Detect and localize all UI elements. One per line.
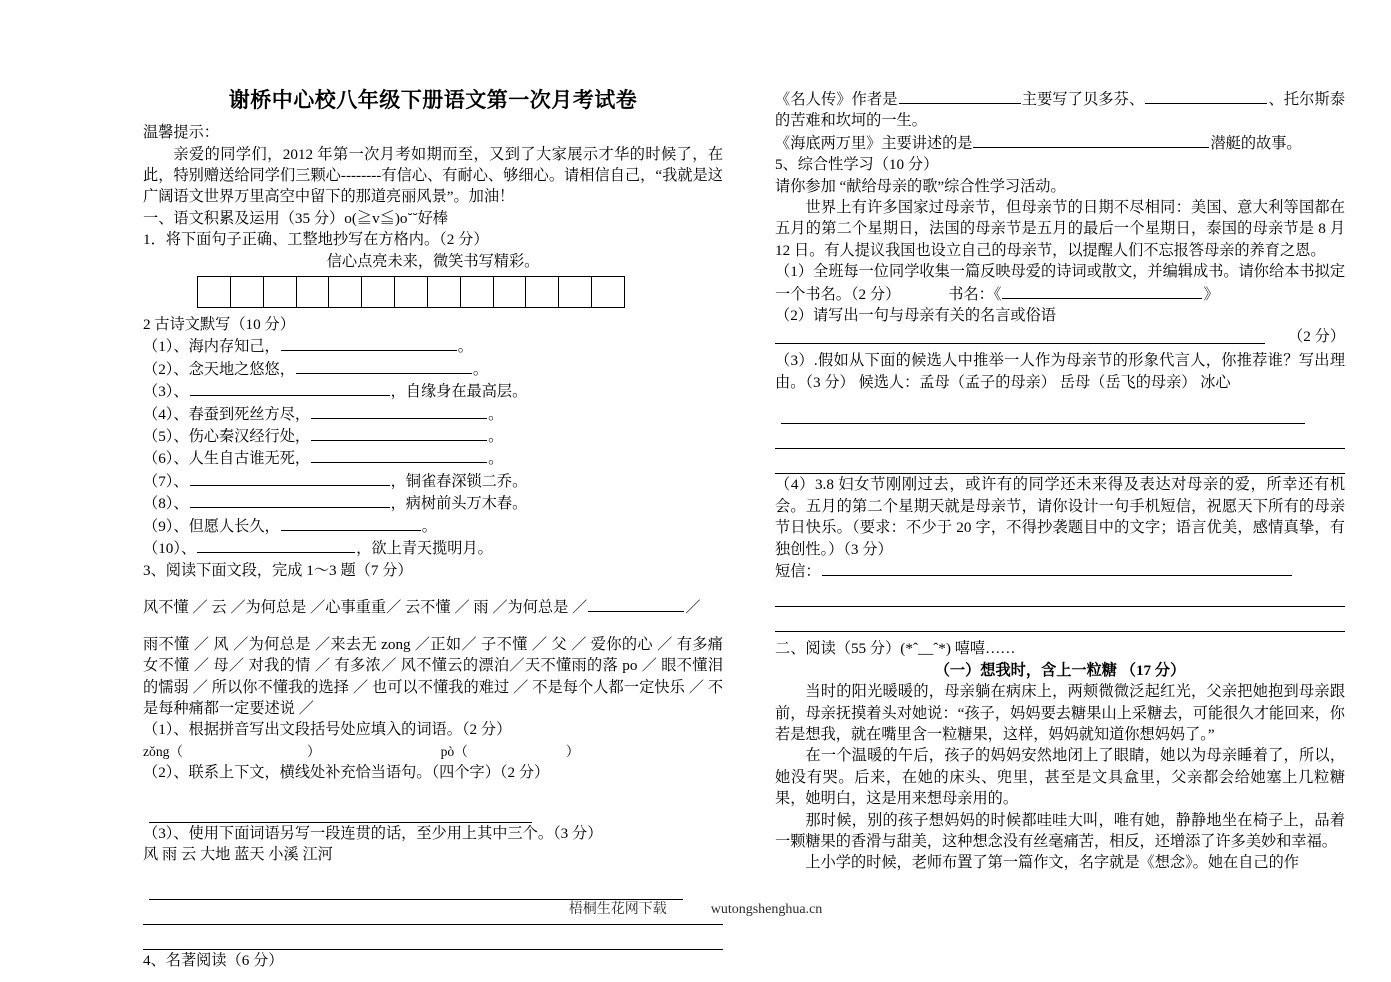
pinyin-zong-close: ） (307, 743, 321, 759)
poetry-item-number: （5）、 (143, 428, 189, 446)
passage-paragraph: 当时的阳光暖暖的，母亲躺在病床上，两颊微微泛起红光，父亲把她抱到母亲跟前，母亲抚摸着头对她说：“孩子，妈妈要去糖果山上采糖去，可能很久才能回来，你若是想我，就在嘴里含一粒糖果，这样，妈妈就知道你想妈妈了。” (775, 683, 1345, 743)
pinyin-zong-input[interactable] (184, 741, 306, 756)
pinyin-answer-row (143, 741, 723, 762)
answer-line[interactable] (775, 424, 1345, 449)
grid-cell[interactable] (526, 277, 559, 307)
grid-cell[interactable] (231, 277, 264, 307)
sea-novel-label-b: 潜艇的故事。 (1210, 134, 1302, 152)
poetry-item-number: （1）、 (143, 338, 189, 356)
question-3-sub-1: （1）、根据拼音写出文段括号处应填入的词语。（2 分） (143, 721, 512, 739)
answer-line[interactable] (149, 875, 683, 900)
poetry-answer-blank[interactable] (281, 515, 421, 531)
answer-line[interactable] (781, 399, 1305, 424)
poetry-item-before: 海内存知己， (188, 338, 280, 356)
answer-line[interactable] (775, 449, 1345, 474)
poetry-item-before: 伤心秦汉经行处， (188, 428, 311, 446)
poetry-item-number: （6）、 (143, 450, 189, 468)
passage-paragraph: 上小学的时候，老师布置了第一篇作文，名字就是《想念》。她在自己的作 (805, 854, 1299, 872)
poetry-item-number: （4）、 (143, 405, 189, 423)
poetry-answer-blank[interactable] (296, 358, 472, 374)
question-5-sub-2-answer-row (775, 326, 1345, 350)
poetry-item-before: 人生自古谁无死， (188, 450, 311, 468)
pinyin-zong-label: zǒng（ (143, 743, 184, 759)
sms-answer-row (775, 560, 1345, 582)
poetry-item (143, 470, 723, 492)
book-title-label: 书名：《 (948, 285, 1002, 303)
poetry-item (143, 537, 723, 559)
grid-cell[interactable] (362, 277, 395, 307)
question-3-sub-3: （3）、使用下面词语另写一段连贯的话，至少用上其中三个。（3 分） (143, 824, 603, 842)
poetry-item-number: （2）、 (143, 360, 189, 378)
passage-title-text: （一）想我时，含上一粒糖 (934, 661, 1121, 679)
grid-cell[interactable] (198, 277, 231, 307)
sea-novel-blank[interactable] (973, 132, 1209, 148)
question-5-prompt: 5、综合性学习（10 分） (775, 156, 939, 174)
poetry-answer-blank[interactable] (311, 403, 487, 419)
pinyin-po-input[interactable] (469, 741, 565, 756)
writing-grid[interactable] (197, 276, 625, 308)
poem-inline-blank[interactable] (588, 596, 684, 612)
question-2-prompt: 2 古诗文默写（10 分） (143, 316, 295, 334)
poetry-item-after: 。 (488, 450, 504, 468)
poetry-item-after: 。 (421, 517, 437, 535)
poetry-item-number: （3）、 (143, 383, 189, 401)
passage-paragraph: 在一个温暖的午后，孩子的妈妈安然地闭上了眼睛，她以为母亲睡着了，所以，她没有哭。后来，在她的床头、兜里，甚至是文具盒里，父亲都会给她塞上几粒糖果，她明白，这是用来想母亲用的。 (775, 747, 1345, 808)
book-title-blank[interactable] (1002, 283, 1202, 299)
tips-body: 亲爱的同学们，2012 年第一次月考如期而至，又到了大家展示才华的时候了，在此，特别赠送给同学们三颗心--------有信心、有耐心、够细心。请相信自己，“我就是这广阔语文世界万里高空中留下的那道亮丽风景”。加油！ (143, 145, 723, 206)
grid-cell[interactable] (428, 277, 461, 307)
poetry-answer-blank[interactable] (190, 470, 390, 486)
biography-label-c: 、托尔斯泰的苦难和坎坷的一生。 (775, 91, 1346, 130)
sms-input-blank[interactable] (822, 560, 1292, 576)
poetry-answer-blank[interactable] (311, 447, 487, 463)
answer-line[interactable] (149, 798, 532, 823)
two-column-layout (0, 88, 1391, 972)
answer-line[interactable] (775, 582, 1345, 607)
answer-line[interactable] (143, 925, 723, 950)
poetry-item-after: 。 (488, 428, 504, 446)
poetry-answer-blank[interactable] (281, 335, 457, 351)
poetry-item (143, 335, 723, 357)
poetry-item-before: 但愿人长久， (188, 517, 280, 535)
passage-title-score: （17 分） (1120, 661, 1186, 679)
answer-line[interactable] (775, 343, 1265, 344)
question-1-prompt: 1．将下面句子正确、工整地抄写在方格内。（2 分） (143, 231, 489, 249)
question-3-prompt: 3、阅读下面文段，完成 1～3 题（7 分） (143, 561, 413, 579)
question-3-word-list: 风 雨 云 大地 蓝天 小溪 江河 (143, 845, 333, 863)
poetry-item (143, 380, 723, 402)
poetry-item-after: ，欲上青天揽明月。 (356, 540, 493, 558)
poetry-answer-blank[interactable] (190, 380, 390, 396)
footer-site-url: wutongshenghua.cn (710, 902, 823, 917)
question-5-sub-4: （4）3.8 妇女节刚刚过去，或许有的同学还未来得及表达对母亲的爱，所幸还有机会。五月的第二个星期天就是母亲节，请你设计一句手机短信，祝愿天下所有的母亲节日快乐。（要求：不少于 20 字，不得抄袭题目中的文字；语言优美，感情真挚，有独创性。）（3 分） (775, 476, 1345, 558)
grid-cell[interactable] (297, 277, 330, 307)
question-5-sub-2-score: （2 分） (1288, 328, 1345, 346)
grid-cell[interactable] (559, 277, 592, 307)
poetry-item-after: ，病树前头万木春。 (390, 495, 528, 513)
grid-cell[interactable] (395, 277, 428, 307)
book-title-close: 》 (1203, 285, 1219, 303)
question-5-sub-2: （2）请写出一句与母亲有关的名言或俗语 (775, 307, 1056, 325)
pinyin-po-label: pò（ (440, 743, 468, 759)
poetry-item (143, 515, 723, 537)
poetry-answer-blank[interactable] (197, 537, 355, 553)
grid-cell[interactable] (264, 277, 297, 307)
poetry-item-number: （8）、 (143, 495, 189, 513)
grid-cell[interactable] (494, 277, 527, 307)
section-one-heading: 一、语文积累及运用（35 分）o(≧v≦)o˘˘好棒 (143, 209, 448, 227)
poetry-item-number: （7）、 (143, 472, 189, 490)
biography-author-blank[interactable] (899, 88, 1021, 104)
sea-novel-item (775, 132, 1345, 154)
question-5-sub-1-text: （1）全班每一位同学收集一篇反映母爱的诗词或散文，并编辑成书。请你给本书拟定一个书名。（2 分） (775, 263, 1345, 303)
grid-cell[interactable] (329, 277, 362, 307)
answer-line[interactable] (775, 607, 1345, 632)
biography-label-a: 《名人传》作者是 (775, 91, 898, 108)
poetry-item-after: ，铜雀春深锁二乔。 (390, 472, 528, 490)
poetry-answer-blank[interactable] (311, 425, 487, 441)
sea-novel-label-a: 《海底两万里》主要讲述的是 (775, 134, 973, 152)
poetry-item-before: 念天地之悠悠， (188, 360, 295, 378)
passage-paragraph: 那时候，别的孩子想妈妈的时候都哇哇大叫，唯有她，静静地坐在椅子上，品着一颗糖果的香滑与甜美，这种想念没有丝毫痛苦，相反，还增添了许多美妙和幸福。 (775, 811, 1345, 850)
footer-watermark (0, 898, 1391, 918)
grid-cell[interactable] (461, 277, 494, 307)
biography-person-blank[interactable] (1145, 88, 1267, 104)
poetry-item (143, 492, 723, 514)
poetry-item (143, 425, 723, 447)
question-5-intro: 请你参加 “献给母亲的歌”综合性学习活动。 (775, 177, 1066, 195)
footer-site-name: 梧桐生花网下载 (568, 902, 667, 917)
question-5-body: 世界上有许多国家过母亲节，但母亲节的日期不尽相同：美国、意大利等国都在五月的第二个星期日，法国的母亲节是五月的最后一个星期日，泰国的母亲节是 8 月 12 日。有人提议我国也设立自己的母亲节，以提醒人们不忘报答母亲的养育之恩。 (775, 199, 1345, 259)
page-title: 谢桥中心校八年级下册语文第一次月考试卷 (228, 88, 638, 112)
question-3-sub-2: （2）、联系上下文，横线处补充恰当语句。（四个字）（2 分） (143, 764, 550, 782)
poetry-item-number: （9）、 (143, 517, 189, 535)
question-4-prompt: 4、名著阅读（6 分） (143, 952, 284, 970)
passage-title (775, 660, 1345, 681)
tips-label: 温馨提示： (143, 124, 219, 142)
poem-first-line-text: 风不懂 ／ 云 ／为何总是 ／心事重重／ 云不懂 ／ 雨 ／为何总是 ／ (143, 599, 588, 617)
question-5-sub-3: （3）.假如从下面的候选人中推举一人作为母亲节的形象代言人，你推荐谁？写出理由。（3 分） 候选人：孟母（孟子的母亲） 岳母（岳飞的母亲） 冰心 (775, 352, 1345, 391)
writing-grid-wrapper (143, 276, 723, 308)
poetry-item-after: 。 (472, 360, 489, 378)
poem-first-line-tail: ／ (685, 599, 701, 617)
left-column (143, 88, 723, 972)
poem-first-line (143, 596, 723, 618)
poetry-item-number: （10）、 (143, 540, 197, 558)
poetry-item (143, 403, 723, 425)
poetry-item-after: 。 (457, 338, 473, 356)
poem-body: 雨不懂 ／ 风 ／为何总是 ／来去无 zong ／正如／ 子不懂 ／ 父 ／ 爱你的心 ／ 有多痛 女不懂 ／ 母／ 对我的情 ／ 有多浓／ 风不懂云的漂泊／天不懂雨的落 po ／ 眼不懂泪的懦弱 ／ 所以你不懂我的选择 ／ 也可以不懂我的难过 ／ 不是每个人都一定快乐 ／ 不是每种痛都一定要述说 ／ (143, 635, 724, 717)
question-1-sentence: 信心点亮未来，微笑书写精彩。 (326, 252, 540, 270)
poetry-item (143, 358, 723, 380)
pinyin-po-close: ） (565, 743, 580, 759)
biography-label-b: 主要写了贝多芬、 (1021, 91, 1145, 108)
section-two-heading: 二、阅读（55 分）(*ˆ__ˆ*) 嘻嘻…… (775, 640, 1016, 658)
question-5-sub-1 (775, 261, 1345, 305)
grid-cell[interactable] (592, 277, 624, 307)
poetry-item-after: ，自缘身在最高层。 (390, 383, 528, 401)
poetry-answer-blank[interactable] (190, 492, 390, 508)
poetry-item (143, 447, 723, 469)
right-column (775, 88, 1345, 972)
famous-people-biography-item (775, 88, 1345, 132)
poetry-item-before: 春蚕到死丝方尽， (188, 405, 311, 423)
poetry-item-after: 。 (488, 405, 504, 423)
sms-label: 短信： (775, 562, 821, 580)
